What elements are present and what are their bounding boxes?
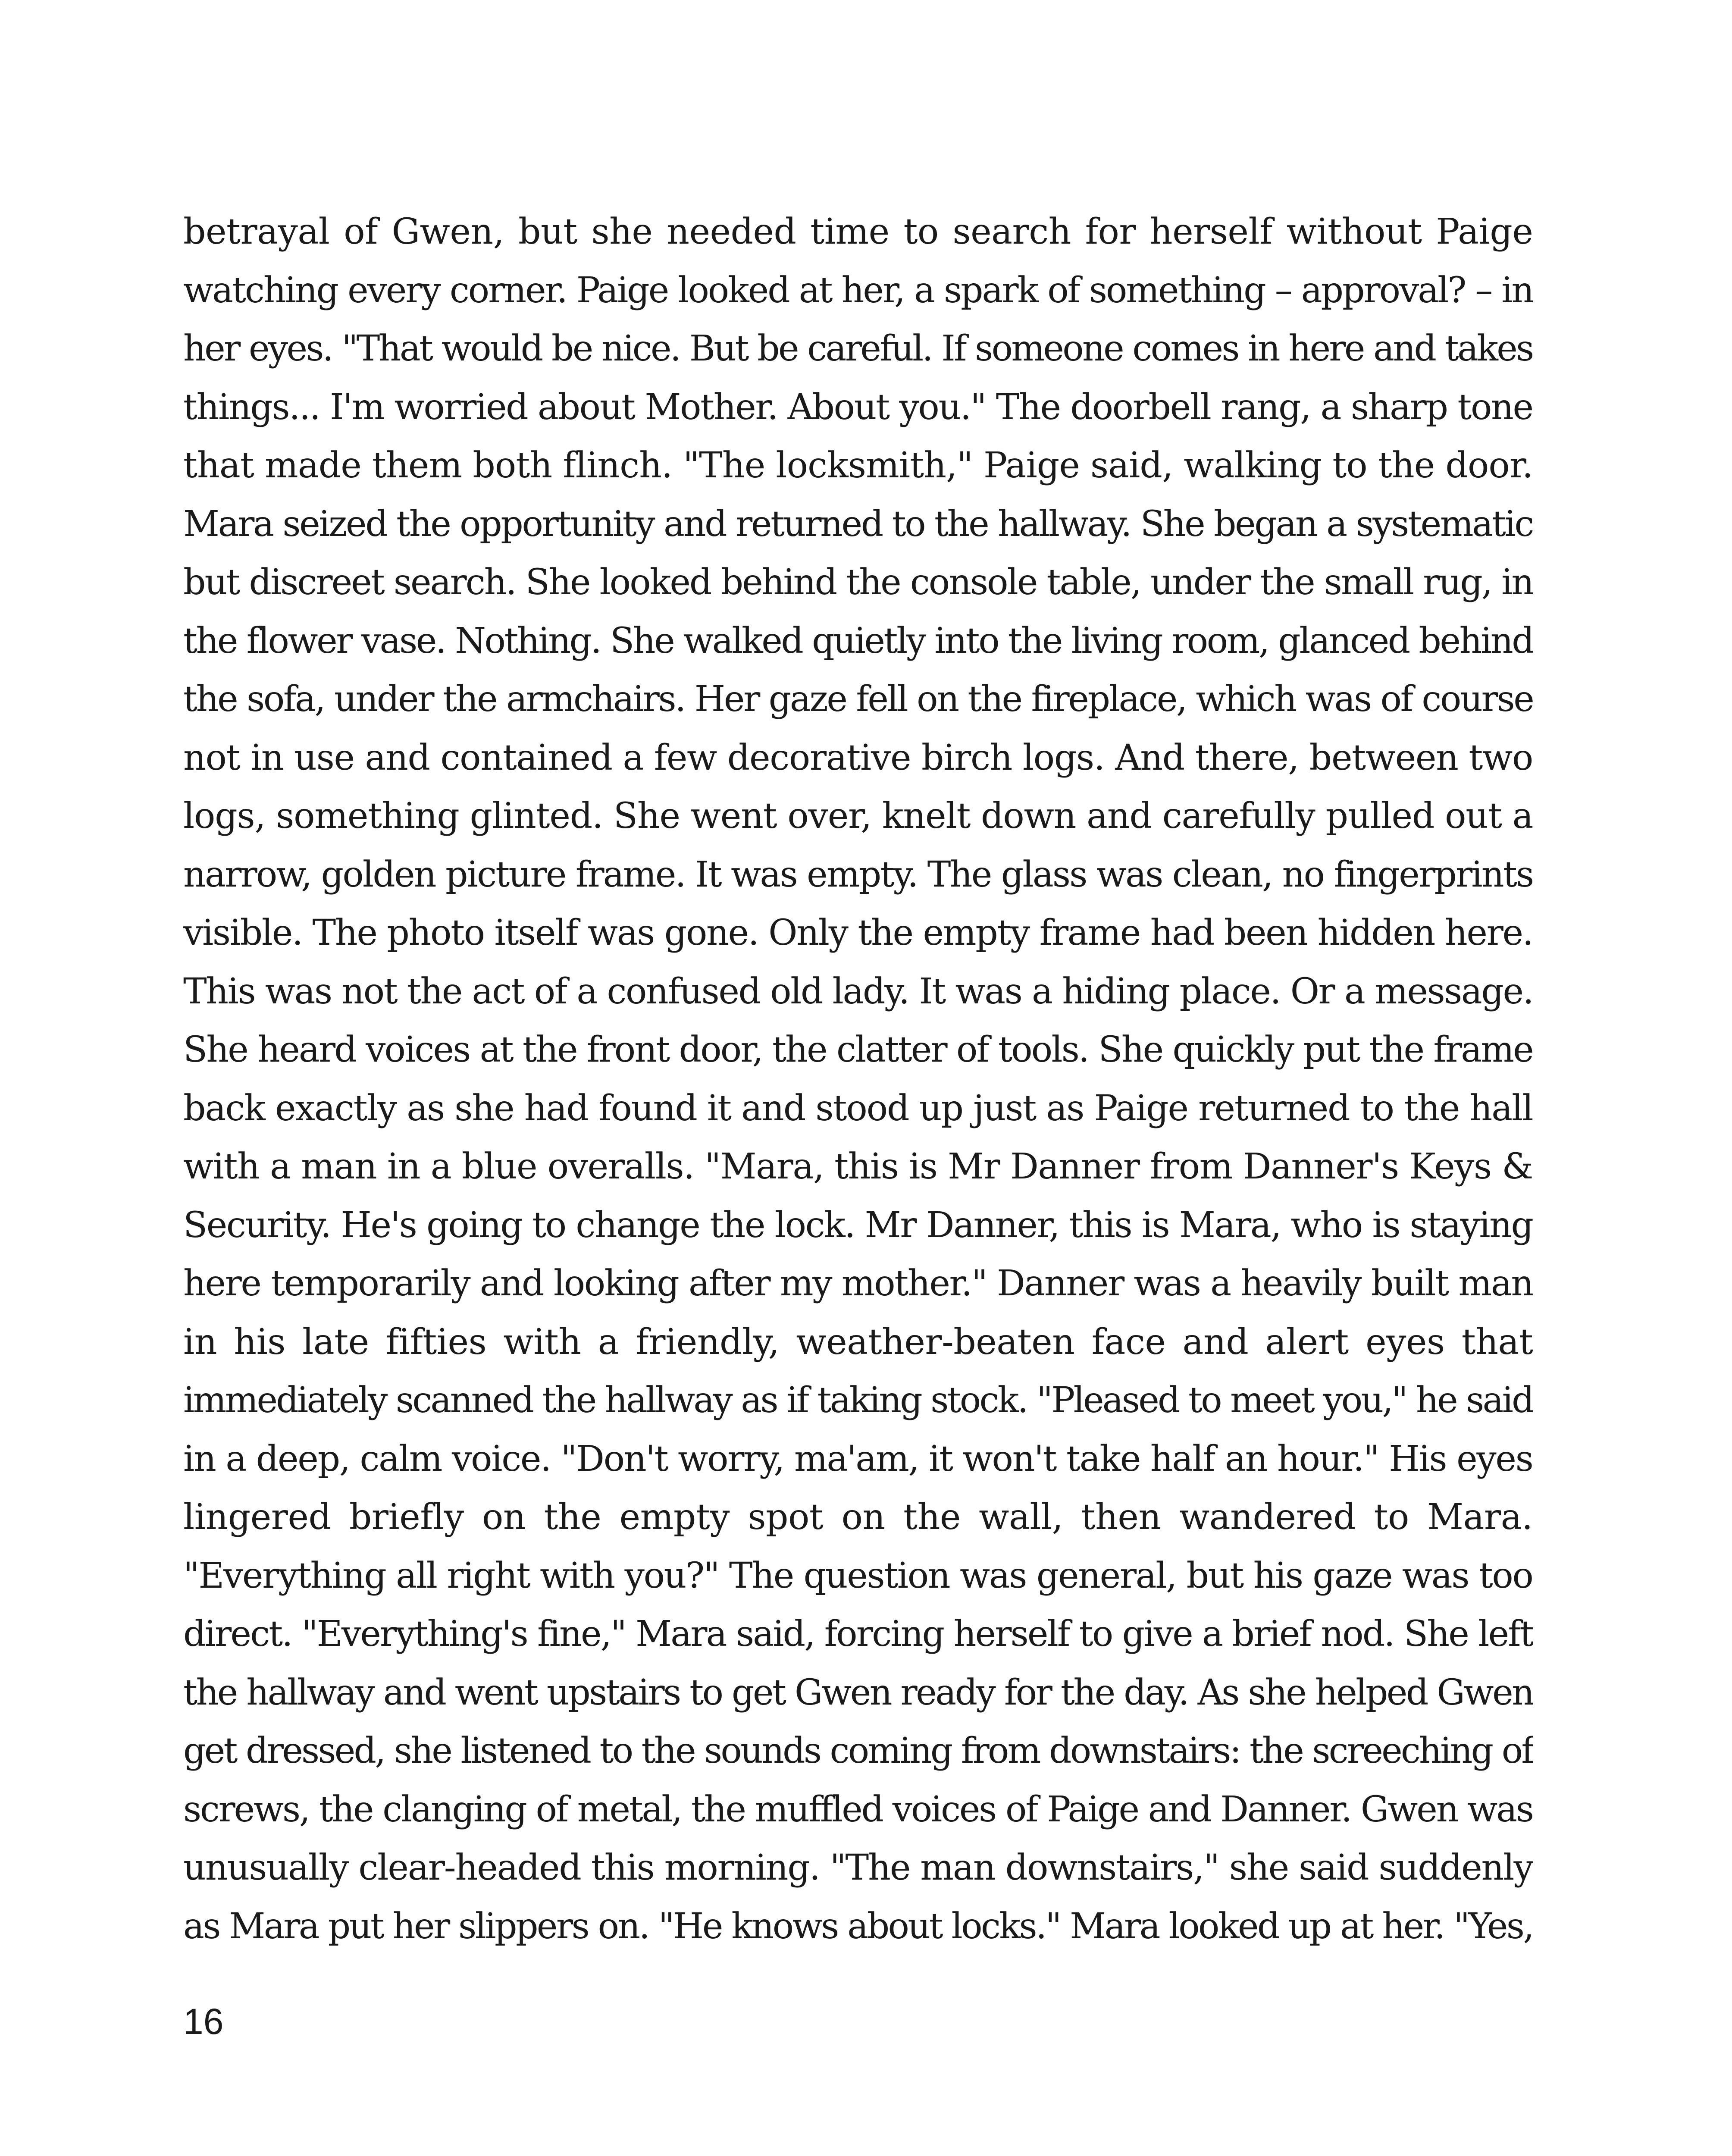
text-line: watching every corner. Paige looked at her, a spark of something – approval? – in (183, 270, 1533, 311)
text-line: Mara seized the opportunity and returned to the hallway. She began a systematic (183, 503, 1533, 545)
text-line: but discreet search. She looked behind the console table, under the small rug, in (183, 562, 1533, 603)
text-line: back exactly as she had found it and stood up just as Paige returned to the hall (183, 1087, 1533, 1129)
text-line: as Mara put her slippers on. "He knows about locks." Mara looked up at her. "Yes, (183, 1905, 1533, 1947)
text-line: in a deep, calm voice. "Don't worry, ma'am, it won't take half an hour." His eyes (183, 1438, 1533, 1479)
text-line: with a man in a blue overalls. "Mara, this is Mr Danner from Danner's Keys & (183, 1146, 1533, 1187)
text-line: lingered briefly on the empty spot on the wall, then wandered to Mara. (183, 1497, 1533, 1538)
text-line: the hallway and went upstairs to get Gwen ready for the day. As she helped Gwen (183, 1672, 1533, 1713)
text-line: Security. He's going to change the lock. Mr Danner, this is Mara, who is staying (183, 1204, 1533, 1246)
text-line: things... I'm worried about Mother. About you." The doorbell rang, a sharp tone (183, 386, 1533, 428)
text-line: not in use and contained a few decorative birch logs. And there, between two (183, 737, 1533, 778)
text-line: visible. The photo itself was gone. Only the empty frame had been hidden here. (183, 912, 1533, 953)
text-line: This was not the act of a confused old lady. It was a hiding place. Or a message. (183, 971, 1533, 1012)
text-line: narrow, golden picture frame. It was empty. The glass was clean, no fingerprints (183, 854, 1533, 895)
text-line: unusually clear-headed this morning. "The man downstairs," she said suddenly (183, 1847, 1533, 1888)
text-line: screws, the clanging of metal, the muffled voices of Paige and Danner. Gwen was (183, 1789, 1533, 1830)
body-text (183, 203, 1533, 1955)
text-line: the flower vase. Nothing. She walked quietly into the living room, glanced behind (183, 620, 1533, 661)
text-line: immediately scanned the hallway as if taking stock. "Pleased to meet you," he said (183, 1380, 1533, 1421)
text-line: her eyes. "That would be nice. But be careful. If someone comes in here and takes (183, 328, 1533, 369)
text-line: direct. "Everything's fine," Mara said, forcing herself to give a brief nod. She left (183, 1614, 1533, 1655)
text-line: betrayal of Gwen, but she needed time to search for herself without Paige (183, 211, 1533, 252)
text-line: that made them both flinch. "The locksmith," Paige said, walking to the door. (183, 445, 1533, 486)
text-line: She heard voices at the front door, the clatter of tools. She quickly put the frame (183, 1029, 1533, 1070)
page-number: 16 (183, 2001, 224, 2042)
text-line: the sofa, under the armchairs. Her gaze fell on the fireplace, which was of course (183, 679, 1533, 720)
text-line: get dressed, she listened to the sounds coming from downstairs: the screeching of (183, 1730, 1533, 1771)
text-line: "Everything all right with you?" The question was general, but his gaze was too (183, 1555, 1533, 1596)
text-line: logs, something glinted. She went over, knelt down and carefully pulled out a (183, 796, 1533, 837)
text-line: here temporarily and looking after my mother." Danner was a heavily built man (183, 1263, 1533, 1304)
text-line: in his late fifties with a friendly, weather-beaten face and alert eyes that (183, 1321, 1533, 1363)
